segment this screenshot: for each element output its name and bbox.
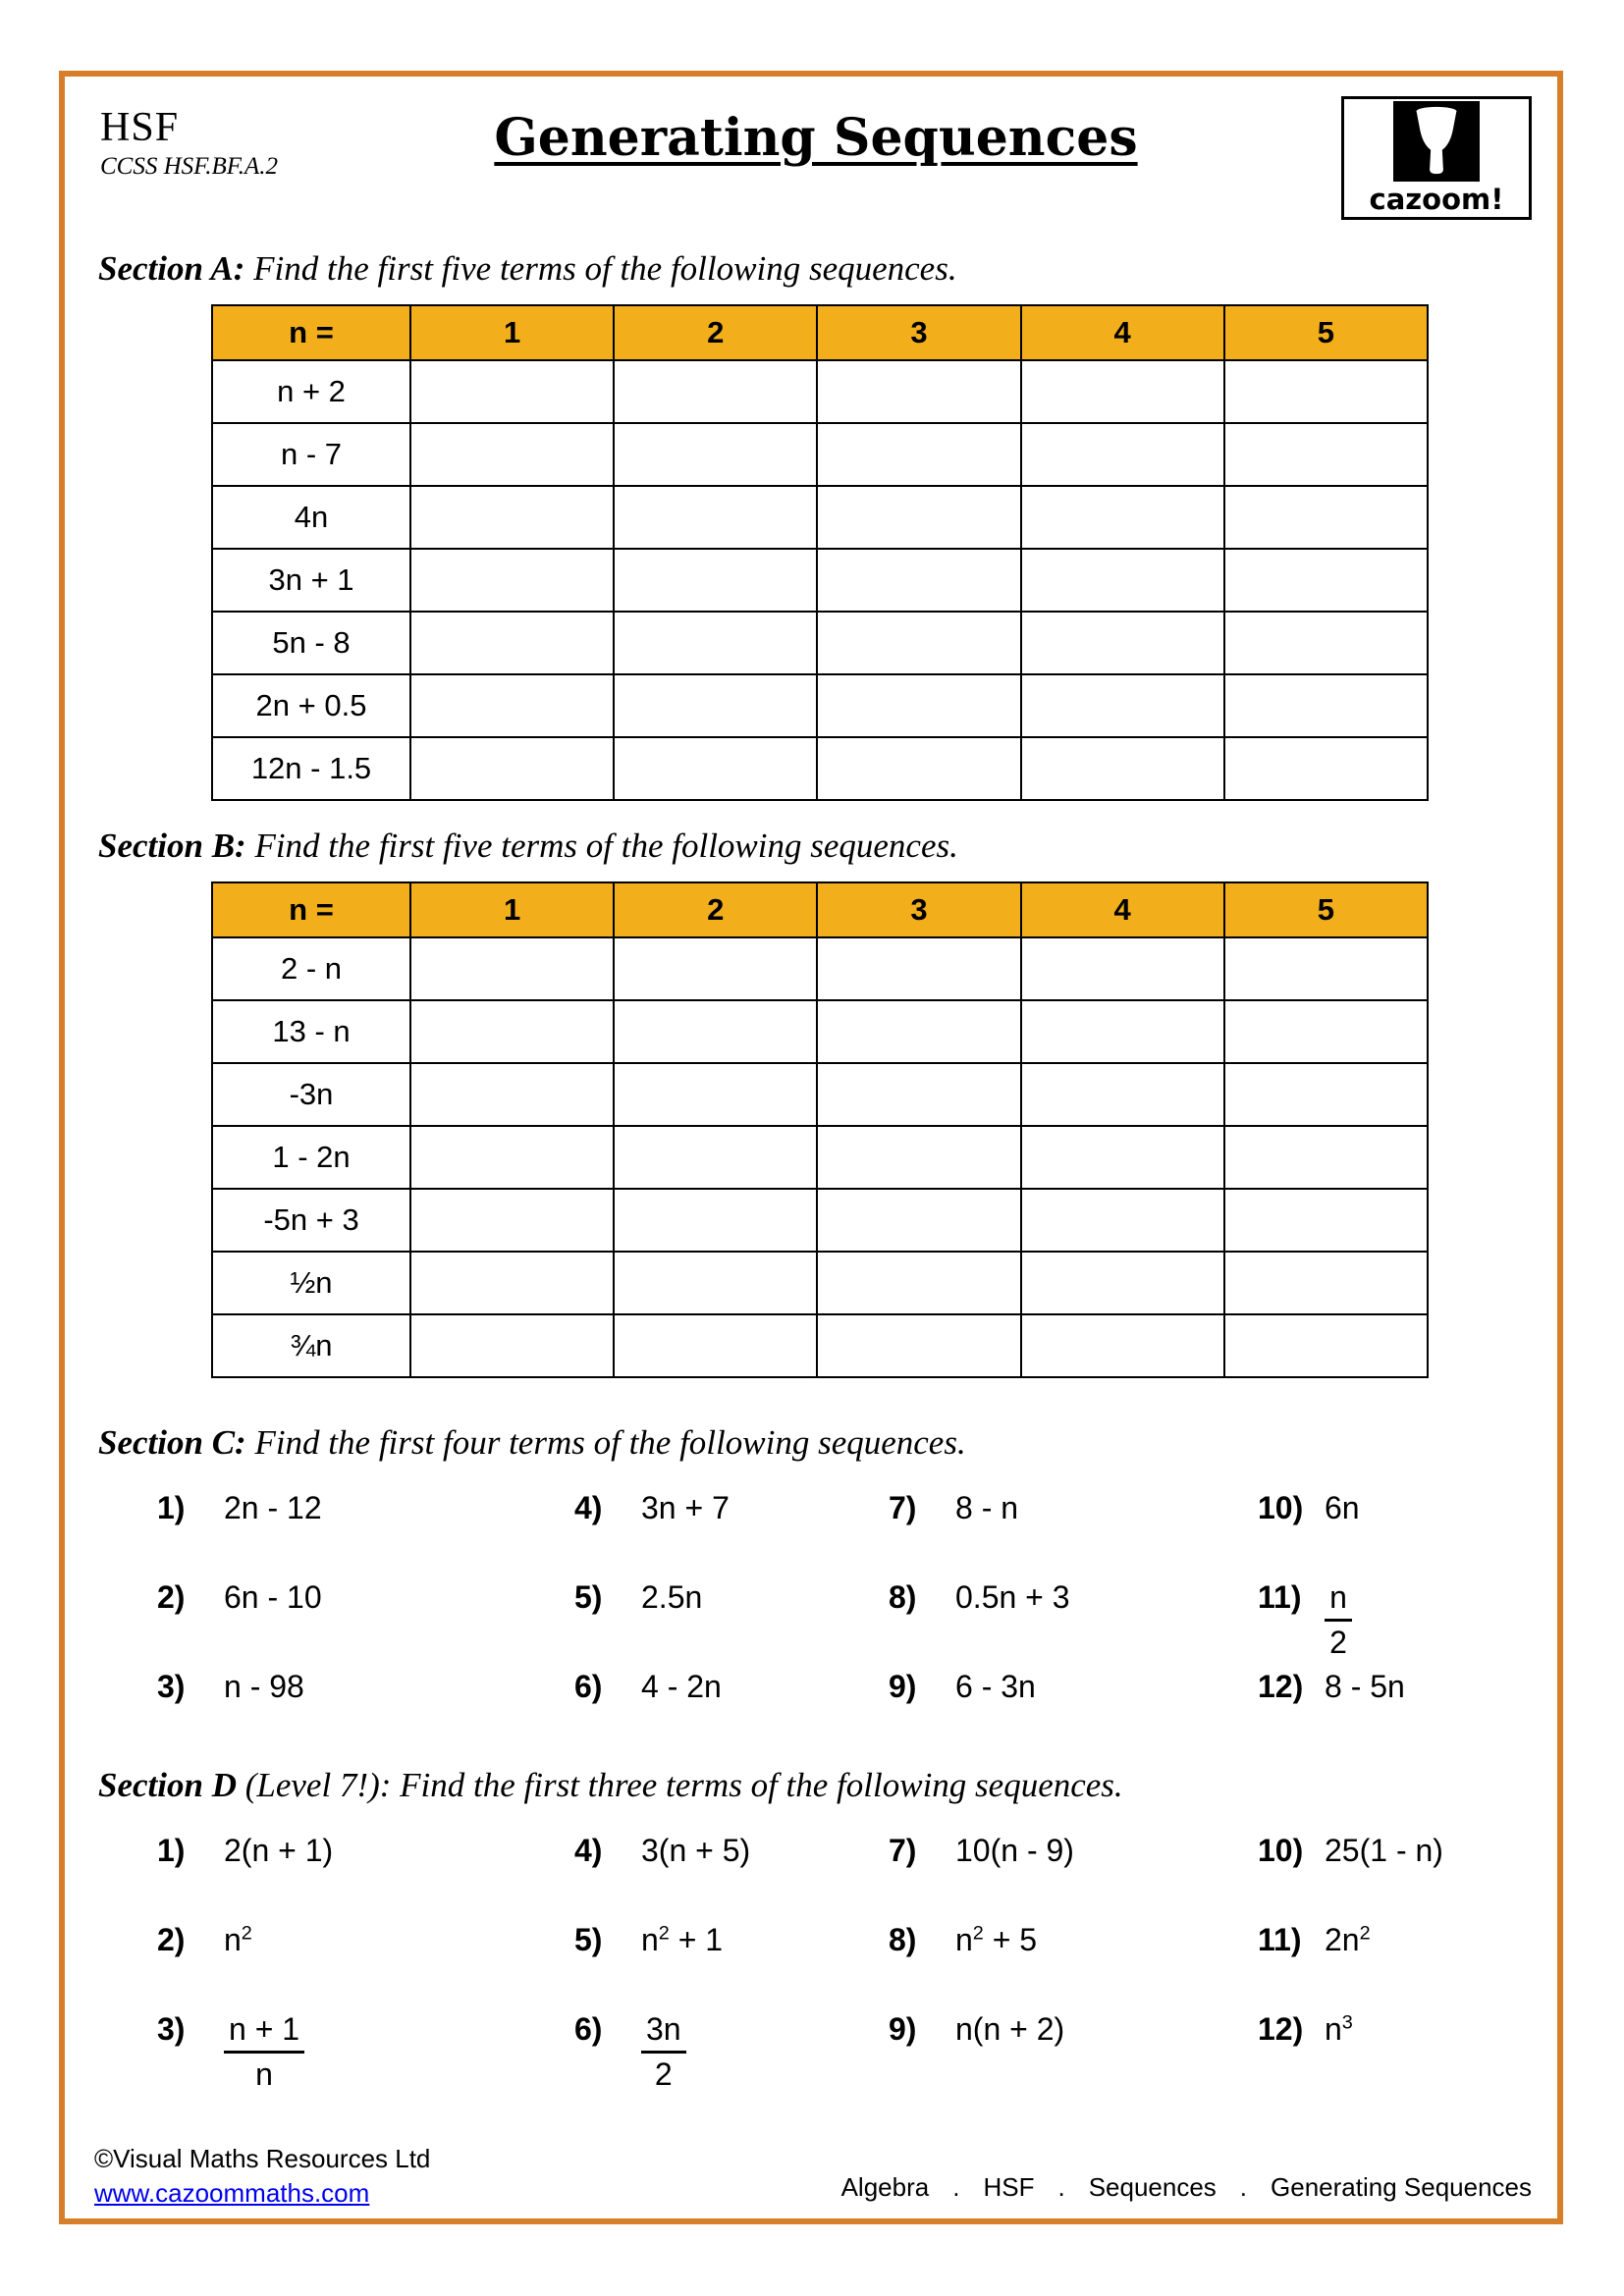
answer-cell bbox=[1224, 674, 1428, 737]
answer-cell bbox=[817, 1000, 1020, 1063]
problem-expression: n(n + 2) bbox=[955, 2011, 1065, 2047]
table-row bbox=[212, 1314, 1428, 1377]
answer-cell bbox=[1021, 1314, 1224, 1377]
answer-cell bbox=[1224, 1252, 1428, 1314]
section-c-label: Section C: bbox=[98, 1423, 246, 1462]
problem-number: 6) bbox=[574, 1669, 603, 1704]
problem-c11 bbox=[1258, 1579, 1557, 1669]
answer-cell bbox=[1021, 486, 1224, 549]
expression-cell: 2n + 0.5 bbox=[212, 674, 410, 737]
website-link[interactable]: www.cazoommaths.com bbox=[94, 2178, 370, 2208]
problem-d9 bbox=[889, 2011, 1258, 2101]
problem-number: 9) bbox=[889, 1669, 917, 1704]
answer-cell bbox=[817, 937, 1020, 1000]
answer-cell bbox=[410, 1189, 614, 1252]
breadcrumb-item: Sequences bbox=[1088, 2172, 1217, 2202]
problem-c4 bbox=[574, 1490, 889, 1579]
fraction-numerator: n + 1 bbox=[224, 2011, 304, 2054]
answer-cell bbox=[410, 937, 614, 1000]
problem-expression bbox=[1325, 1579, 1352, 1661]
answer-cell bbox=[1224, 1189, 1428, 1252]
problem-number: 4) bbox=[574, 1490, 603, 1525]
answer-cell bbox=[817, 360, 1020, 423]
problem-number: 1) bbox=[157, 1833, 186, 1868]
problem-c2 bbox=[157, 1579, 574, 1669]
expression-cell: ¾n bbox=[212, 1314, 410, 1377]
problem-number: 3) bbox=[157, 2011, 186, 2047]
answer-cell bbox=[1224, 1063, 1428, 1126]
col-header-5: 5 bbox=[1224, 882, 1428, 937]
problem-expression: 2.5n bbox=[641, 1579, 703, 1615]
problem-d5 bbox=[574, 1922, 889, 2011]
page-title: Generating Sequences bbox=[494, 108, 1138, 168]
fraction-numerator: n bbox=[1325, 1579, 1352, 1622]
problem-number: 2) bbox=[157, 1579, 186, 1615]
fraction-denominator: n bbox=[255, 2056, 273, 2092]
problem-expression: 10(n - 9) bbox=[955, 1833, 1074, 1868]
answer-cell bbox=[1224, 612, 1428, 674]
answer-cell bbox=[614, 423, 817, 486]
problem-number: 12) bbox=[1258, 1669, 1304, 1704]
answer-cell bbox=[1021, 674, 1224, 737]
answer-cell bbox=[410, 423, 614, 486]
expression-cell: 12n - 1.5 bbox=[212, 737, 410, 800]
expression-cell: n - 7 bbox=[212, 423, 410, 486]
problem-number: 7) bbox=[889, 1833, 917, 1868]
answer-cell bbox=[614, 360, 817, 423]
fraction-denominator: 2 bbox=[654, 2056, 673, 2092]
answer-cell bbox=[410, 612, 614, 674]
table-row bbox=[212, 737, 1428, 800]
answer-cell bbox=[1224, 423, 1428, 486]
footer-left bbox=[94, 2144, 430, 2209]
problem-expression: 3n + 7 bbox=[641, 1490, 730, 1525]
problem-expression: 6 - 3n bbox=[955, 1669, 1036, 1704]
title-wrap bbox=[357, 96, 1274, 220]
problem-expression bbox=[224, 2011, 304, 2093]
answer-cell bbox=[410, 1126, 614, 1189]
answer-cell bbox=[1021, 1063, 1224, 1126]
problem-number: 12) bbox=[1258, 2011, 1304, 2047]
col-header-5: 5 bbox=[1224, 305, 1428, 360]
problem-c6 bbox=[574, 1669, 889, 1758]
problem-expression: $n^2$ bbox=[224, 1922, 252, 1957]
problem-expression: 8 - 5n bbox=[1325, 1669, 1405, 1704]
breadcrumb-separator: . bbox=[952, 2172, 960, 2202]
section-a-label: Section A: bbox=[98, 249, 245, 288]
problem-expression: 4 - 2n bbox=[641, 1669, 722, 1704]
col-header-3: 3 bbox=[817, 305, 1020, 360]
problem-expression: $n^2 + 5$ bbox=[955, 1922, 1038, 1957]
col-header-4: 4 bbox=[1021, 882, 1224, 937]
problem-c10 bbox=[1258, 1490, 1557, 1579]
problem-number: 11) bbox=[1258, 1579, 1302, 1615]
problem-expression: $n^2 + 1$ bbox=[641, 1922, 724, 1957]
col-header-1: 1 bbox=[410, 305, 614, 360]
col-header-4: 4 bbox=[1021, 305, 1224, 360]
section-b-instruction: Find the first five terms of the following sequences. bbox=[254, 827, 958, 865]
section-d-label: Section D bbox=[98, 1766, 237, 1804]
answer-cell bbox=[614, 1000, 817, 1063]
drum-icon bbox=[1393, 101, 1480, 182]
problem-d3 bbox=[157, 2011, 574, 2101]
expression-cell: 2 - n bbox=[212, 937, 410, 1000]
answer-cell bbox=[410, 674, 614, 737]
answer-cell bbox=[817, 1126, 1020, 1189]
table-header-row bbox=[212, 882, 1428, 937]
logo-text: cazoom! bbox=[1369, 182, 1504, 216]
problem-d2 bbox=[157, 1922, 574, 2011]
answer-cell bbox=[410, 360, 614, 423]
answer-cell bbox=[614, 612, 817, 674]
problem-expression: 0.5n + 3 bbox=[955, 1579, 1070, 1615]
problem-number: 6) bbox=[574, 2011, 603, 2047]
answer-cell bbox=[410, 486, 614, 549]
fraction bbox=[224, 2011, 304, 2093]
answer-cell bbox=[1224, 486, 1428, 549]
answer-cell bbox=[614, 486, 817, 549]
problem-d4 bbox=[574, 1833, 889, 1922]
answer-cell bbox=[614, 737, 817, 800]
answer-cell bbox=[1021, 1252, 1224, 1314]
table-row bbox=[212, 1189, 1428, 1252]
level-code: HSF bbox=[100, 105, 180, 150]
table-row bbox=[212, 1000, 1428, 1063]
answer-cell bbox=[1021, 423, 1224, 486]
col-header-n: n = bbox=[212, 305, 410, 360]
expression-cell: -5n + 3 bbox=[212, 1189, 410, 1252]
answer-cell bbox=[1021, 937, 1224, 1000]
table-row bbox=[212, 1126, 1428, 1189]
answer-cell bbox=[614, 1189, 817, 1252]
answer-cell bbox=[410, 1314, 614, 1377]
problem-number: 9) bbox=[889, 2011, 917, 2047]
problem-number: 5) bbox=[574, 1579, 603, 1615]
col-header-1: 1 bbox=[410, 882, 614, 937]
breadcrumb-item: Algebra bbox=[840, 2172, 930, 2202]
answer-cell bbox=[1224, 1126, 1428, 1189]
problem-number: 8) bbox=[889, 1922, 917, 1957]
answer-cell bbox=[1224, 1314, 1428, 1377]
answer-cell bbox=[817, 423, 1020, 486]
expression-cell: 5n - 8 bbox=[212, 612, 410, 674]
problem-c3 bbox=[157, 1669, 574, 1758]
problem-d11 bbox=[1258, 1922, 1557, 2011]
answer-cell bbox=[1021, 360, 1224, 423]
fraction bbox=[641, 2011, 686, 2093]
worksheet-page bbox=[59, 71, 1563, 2224]
problem-number: 10) bbox=[1258, 1833, 1304, 1868]
problem-number: 1) bbox=[157, 1490, 186, 1525]
problem-number: 7) bbox=[889, 1490, 917, 1525]
section-b-label: Section B: bbox=[98, 827, 246, 865]
breadcrumb-item: HSF bbox=[983, 2172, 1035, 2202]
col-header-2: 2 bbox=[614, 882, 817, 937]
expression-cell: ½n bbox=[212, 1252, 410, 1314]
problem-expression: 6n bbox=[1325, 1490, 1360, 1525]
logo-cell bbox=[1274, 96, 1532, 220]
section-a-instruction: Find the first five terms of the following sequences. bbox=[253, 249, 957, 288]
fraction-numerator: 3n bbox=[641, 2011, 686, 2054]
problem-c9 bbox=[889, 1669, 1258, 1758]
table-header-row bbox=[212, 305, 1428, 360]
answer-cell bbox=[410, 549, 614, 612]
answer-cell bbox=[1021, 737, 1224, 800]
problem-expression: $n^3$ bbox=[1325, 2011, 1353, 2047]
table-row bbox=[212, 674, 1428, 737]
answer-cell bbox=[1224, 1000, 1428, 1063]
answer-cell bbox=[817, 612, 1020, 674]
answer-cell bbox=[1021, 1000, 1224, 1063]
problem-expression: n - 98 bbox=[224, 1669, 304, 1704]
answer-cell bbox=[1224, 549, 1428, 612]
fraction bbox=[1325, 1579, 1352, 1661]
table-row bbox=[212, 1063, 1428, 1126]
problem-number: 11) bbox=[1258, 1922, 1302, 1957]
answer-cell bbox=[817, 486, 1020, 549]
answer-cell bbox=[1021, 1126, 1224, 1189]
answer-cell bbox=[410, 1252, 614, 1314]
table-row bbox=[212, 612, 1428, 674]
expression-cell: 1 - 2n bbox=[212, 1126, 410, 1189]
answer-cell bbox=[614, 549, 817, 612]
answer-cell bbox=[817, 674, 1020, 737]
answer-cell bbox=[817, 1063, 1020, 1126]
problem-d6 bbox=[574, 2011, 889, 2101]
problem-d8 bbox=[889, 1922, 1258, 2011]
standard-code-block bbox=[100, 96, 357, 220]
section-a-heading bbox=[98, 249, 1557, 289]
fraction-denominator: 2 bbox=[1329, 1625, 1347, 1660]
problem-number: 3) bbox=[157, 1669, 186, 1704]
breadcrumb-item: Generating Sequences bbox=[1271, 2172, 1532, 2202]
copyright-text: ©Visual Maths Resources Ltd bbox=[94, 2144, 431, 2173]
problem-c1 bbox=[157, 1490, 574, 1579]
answer-cell bbox=[817, 737, 1020, 800]
problem-expression bbox=[641, 2011, 686, 2093]
answer-cell bbox=[817, 549, 1020, 612]
answer-cell bbox=[817, 1314, 1020, 1377]
table-row bbox=[212, 937, 1428, 1000]
problem-expression: 25(1 - n) bbox=[1325, 1833, 1443, 1868]
section-d-heading bbox=[98, 1766, 1557, 1805]
answer-cell bbox=[410, 1063, 614, 1126]
table-row bbox=[212, 486, 1428, 549]
section-b-heading bbox=[98, 827, 1557, 866]
answer-cell bbox=[1021, 549, 1224, 612]
problem-d12 bbox=[1258, 2011, 1557, 2101]
table-row bbox=[212, 1252, 1428, 1314]
answer-cell bbox=[410, 737, 614, 800]
problem-c8 bbox=[889, 1579, 1258, 1669]
breadcrumb-separator: . bbox=[1057, 2172, 1065, 2202]
answer-cell bbox=[614, 937, 817, 1000]
page-footer bbox=[94, 2144, 1532, 2209]
expression-cell: 13 - n bbox=[212, 1000, 410, 1063]
answer-cell bbox=[1021, 1189, 1224, 1252]
answer-cell bbox=[614, 1314, 817, 1377]
table-row bbox=[212, 360, 1428, 423]
problem-d7 bbox=[889, 1833, 1258, 1922]
sequence-table-b bbox=[211, 881, 1429, 1378]
problem-c12 bbox=[1258, 1669, 1557, 1758]
section-d-instruction: Find the first three terms of the following sequences. bbox=[400, 1766, 1123, 1804]
problem-number: 5) bbox=[574, 1922, 603, 1957]
ccss-code: CCSS HSF.BF.A.2 bbox=[100, 153, 279, 180]
section-c-heading bbox=[98, 1423, 1557, 1463]
problem-d1 bbox=[157, 1833, 574, 1922]
answer-cell bbox=[410, 1000, 614, 1063]
section-d-paren: (Level 7!): bbox=[244, 1766, 392, 1804]
problem-number: 8) bbox=[889, 1579, 917, 1615]
expression-cell: n + 2 bbox=[212, 360, 410, 423]
expression-cell: -3n bbox=[212, 1063, 410, 1126]
col-header-3: 3 bbox=[817, 882, 1020, 937]
problem-expression: 6n - 10 bbox=[224, 1579, 322, 1615]
problem-c7 bbox=[889, 1490, 1258, 1579]
section-c-problems bbox=[65, 1490, 1557, 1758]
expression-cell: 4n bbox=[212, 486, 410, 549]
section-c-instruction: Find the first four terms of the following sequences. bbox=[254, 1423, 966, 1462]
expression-cell: 3n + 1 bbox=[212, 549, 410, 612]
cazoom-logo bbox=[1341, 96, 1532, 220]
col-header-2: 2 bbox=[614, 305, 817, 360]
problem-number: 4) bbox=[574, 1833, 603, 1868]
problem-expression: 3(n + 5) bbox=[641, 1833, 751, 1868]
problem-number: 2) bbox=[157, 1922, 186, 1957]
answer-cell bbox=[614, 1252, 817, 1314]
table-row bbox=[212, 549, 1428, 612]
answer-cell bbox=[614, 1063, 817, 1126]
breadcrumb-separator: . bbox=[1239, 2172, 1248, 2202]
breadcrumb bbox=[841, 2172, 1532, 2203]
answer-cell bbox=[614, 674, 817, 737]
answer-cell bbox=[614, 1126, 817, 1189]
col-header-n: n = bbox=[212, 882, 410, 937]
answer-cell bbox=[817, 1252, 1020, 1314]
table-row bbox=[212, 423, 1428, 486]
problem-expression: 2(n + 1) bbox=[224, 1833, 334, 1868]
problem-expression: $2n^2$ bbox=[1325, 1922, 1371, 1957]
section-d-problems bbox=[65, 1833, 1557, 2101]
answer-cell bbox=[1224, 360, 1428, 423]
problem-number: 10) bbox=[1258, 1490, 1304, 1525]
answer-cell bbox=[817, 1189, 1020, 1252]
answer-cell bbox=[1224, 737, 1428, 800]
problem-c5 bbox=[574, 1579, 889, 1669]
answer-cell bbox=[1021, 612, 1224, 674]
page-header bbox=[65, 77, 1557, 220]
problem-expression: 8 - n bbox=[955, 1490, 1019, 1525]
problem-expression: 2n - 12 bbox=[224, 1490, 322, 1525]
sequence-table-a bbox=[211, 304, 1429, 801]
problem-d10 bbox=[1258, 1833, 1557, 1922]
answer-cell bbox=[1224, 937, 1428, 1000]
